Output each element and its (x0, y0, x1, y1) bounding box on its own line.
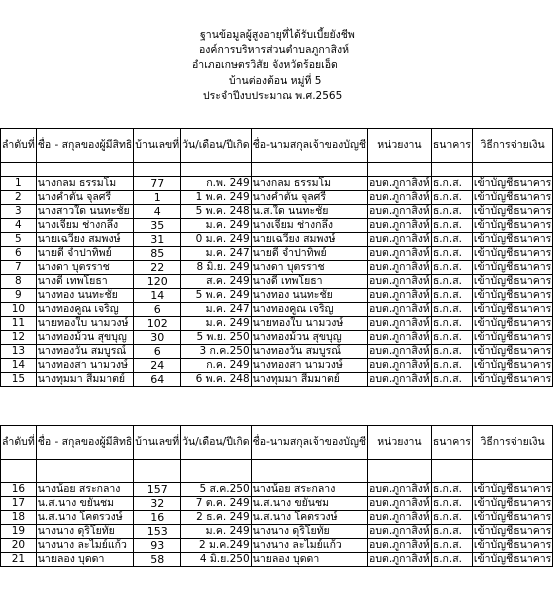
table-header-row (1, 129, 553, 163)
cell-name: นางน้อย สระกลาง (36, 483, 134, 497)
table-row (1, 373, 553, 387)
cell-account-holder: นางดี เทพโยธา (251, 275, 367, 289)
cell-method: เข้าบัญชีธนาคาร (473, 233, 552, 245)
cell-name: นางทองม้วน สุขบุญ (36, 331, 134, 345)
cell-account-holder: นางทองวัน สมบูรณ์ (251, 345, 367, 359)
cell-dob: ม.ค. 247 (181, 247, 251, 261)
cell-unit: อบต.ภูกาสิงห์ (369, 331, 430, 343)
cell-dob: 3 ก.ค.250 (181, 345, 251, 359)
col-header-unit: หน่วยงาน (368, 426, 432, 460)
cell-unit: อบต.ภูกาสิงห์ (369, 289, 430, 301)
cell-no: 4 (1, 219, 37, 233)
col-header-account-holder: ชื่อ-นามสกุลเจ้าของบัญชี (251, 129, 367, 163)
col-header-no: ลำดับที่ (1, 129, 37, 163)
cell-account-holder: นางเจียม ช่างกลึง (251, 219, 367, 233)
title-line-2: องค์การบริหารส่วนตำบลภูกาสิงห์ (199, 44, 350, 56)
cell-method: เข้าบัญชีธนาคาร (473, 331, 552, 343)
cell-house: 157 (134, 483, 181, 497)
col-header-bank: ธนาคาร (431, 129, 472, 163)
table-row (1, 553, 553, 567)
cell-house: 30 (134, 331, 181, 345)
cell-house: 93 (134, 539, 181, 553)
cell-name: นางทอง นนทะชัย (36, 289, 134, 303)
cell-house: 22 (134, 261, 181, 275)
cell-method: เข้าบัญชีธนาคาร (473, 497, 552, 509)
cell-unit: อบต.ภูกาสิงห์ (369, 177, 430, 189)
cell-dob: 5 ส.ค.250 (181, 483, 251, 497)
cell-bank: ธ.ก.ส. (431, 205, 472, 219)
cell-house: 153 (134, 525, 181, 539)
cell-bank: ธ.ก.ส. (431, 345, 472, 359)
cell-name: นางดี เทพโยธา (36, 275, 134, 289)
cell-dob: 7 ต.ค. 249 (181, 497, 251, 511)
cell-unit: อบต.ภูกาสิงห์ (369, 205, 430, 217)
cell-bank: ธ.ก.ส. (431, 233, 472, 247)
table-row (1, 275, 553, 289)
cell-name: น.ส.นาง โคตรวงษ์ (36, 511, 134, 525)
cell-method: เข้าบัญชีธนาคาร (473, 553, 552, 565)
col-header-unit: หน่วยงาน (368, 129, 432, 163)
cell-no: 16 (1, 483, 37, 497)
cell-name: นางสาวใด นนทะชัย (36, 205, 134, 219)
table-row (1, 331, 553, 345)
col-header-dob: วัน/เดือน/ปีเกิด (181, 426, 251, 460)
cell-method: เข้าบัญชีธนาคาร (473, 373, 552, 385)
col-header-dob: วัน/เดือน/ปีเกิด (181, 129, 251, 163)
col-header-method: วิธีการจ่ายเงิน (472, 426, 552, 460)
cell-dob: ส.ค. 249 (181, 275, 251, 289)
cell-no: 18 (1, 511, 37, 525)
cell-account-holder: นายลอง บุดดา (251, 553, 367, 567)
cell-dob: 1 พ.ค. 249 (181, 191, 251, 205)
cell-house: 1 (134, 191, 181, 205)
cell-account-holder: น.ส.นาง โคตรวงษ์ (251, 511, 367, 525)
cell-name: น.ส.นาง ขยันชม (36, 497, 134, 511)
cell-house: 6 (134, 303, 181, 317)
cell-name: นางดา บุตรราช (36, 261, 134, 275)
cell-house: 120 (134, 275, 181, 289)
cell-account-holder: นางทองสา นามวงษ์ (251, 359, 367, 373)
col-header-no: ลำดับที่ (1, 426, 37, 460)
cell-unit: อบต.ภูกาสิงห์ (369, 525, 430, 537)
cell-name: นางกลม ธรรมโม (36, 177, 134, 191)
table-row (1, 497, 553, 511)
cell-unit: อบต.ภูกาสิงห์ (369, 317, 430, 329)
beneficiary-table-part-1 (0, 128, 553, 387)
cell-dob: ม.ค. 249 (181, 317, 251, 331)
table-row (1, 261, 553, 275)
cell-dob: 5 พ.ค. 248 (181, 205, 251, 219)
cell-unit: อบต.ภูกาสิงห์ (369, 303, 430, 315)
cell-dob: 2 ม.ค.249 (181, 539, 251, 553)
cell-account-holder: นางทองคูณ เจริญ (251, 303, 367, 317)
table-row (1, 191, 553, 205)
cell-name: นายลอง บุดดา (36, 553, 134, 567)
cell-name: นางคำตัน จุลศรี (36, 191, 134, 205)
cell-account-holder: นางทองม้วน สุขบุญ (251, 331, 367, 345)
cell-unit: อบต.ภูกาสิงห์ (369, 483, 430, 495)
cell-dob: ม.ค. 247 (181, 303, 251, 317)
cell-unit: อบต.ภูกาสิงห์ (369, 497, 430, 509)
cell-method: เข้าบัญชีธนาคาร (473, 539, 552, 551)
cell-no: 10 (1, 303, 37, 317)
col-header-house: บ้านเลขที่ (134, 129, 181, 163)
cell-unit: อบต.ภูกาสิงห์ (369, 373, 430, 385)
cell-unit: อบต.ภูกาสิงห์ (369, 553, 430, 565)
cell-dob: 2 ธ.ค. 249 (181, 511, 251, 525)
cell-unit: อบต.ภูกาสิงห์ (369, 261, 430, 273)
cell-unit: อบต.ภูกาสิงห์ (369, 233, 430, 245)
cell-no: 20 (1, 539, 37, 553)
cell-bank: ธ.ก.ส. (431, 359, 472, 373)
cell-no: 6 (1, 247, 37, 261)
cell-bank: ธ.ก.ส. (431, 497, 472, 511)
table-row (1, 177, 553, 191)
cell-no: 14 (1, 359, 37, 373)
cell-no: 9 (1, 289, 37, 303)
cell-account-holder: นางนาง ดุริโยทัย (251, 525, 367, 539)
cell-bank: ธ.ก.ส. (431, 483, 472, 497)
cell-bank: ธ.ก.ส. (431, 373, 472, 387)
cell-name: นางทองวัน สมบูรณ์ (36, 345, 134, 359)
col-header-account-holder: ชื่อ-นามสกุลเจ้าของบัญชี (251, 426, 367, 460)
cell-method: เข้าบัญชีธนาคาร (473, 303, 552, 315)
cell-method: เข้าบัญชีธนาคาร (473, 359, 552, 371)
cell-bank: ธ.ก.ส. (431, 525, 472, 539)
table-row (1, 359, 553, 373)
cell-house: 77 (134, 177, 181, 191)
cell-dob: 8 มิ.ย. 249 (181, 261, 251, 275)
table-row (1, 525, 553, 539)
cell-method: เข้าบัญชีธนาคาร (473, 317, 552, 329)
table-row (1, 289, 553, 303)
cell-name: นายทองใบ นามวงษ์ (36, 317, 134, 331)
col-header-method: วิธีการจ่ายเงิน (472, 129, 552, 163)
cell-no: 19 (1, 525, 37, 539)
cell-bank: ธ.ก.ส. (431, 317, 472, 331)
cell-method: เข้าบัญชีธนาคาร (473, 247, 552, 259)
cell-method: เข้าบัญชีธนาคาร (473, 205, 552, 217)
title-line-1: ฐานข้อมูลผู้สูงอายุที่ได้รับเบี้ยยังชีพ (200, 29, 355, 41)
cell-unit: อบต.ภูกาสิงห์ (369, 275, 430, 287)
cell-unit: อบต.ภูกาสิงห์ (369, 511, 430, 523)
cell-account-holder: นางทอง นนทะชัย (251, 289, 367, 303)
cell-house: 64 (134, 373, 181, 387)
table-row (1, 345, 553, 359)
cell-name: นางทองสา นามวงษ์ (36, 359, 134, 373)
cell-bank: ธ.ก.ส. (431, 289, 472, 303)
cell-no: 13 (1, 345, 37, 359)
title-line-3: อำเภอเกษตรวิสัย จังหวัดร้อยเอ็ด (192, 59, 338, 71)
cell-dob: ก.ค. 249 (181, 359, 251, 373)
cell-dob: ก.พ. 249 (181, 177, 251, 191)
col-header-name: ชื่อ - สกุลของผู้มีสิทธิ (36, 426, 134, 460)
cell-unit: อบต.ภูกาสิงห์ (369, 345, 430, 357)
cell-method: เข้าบัญชีธนาคาร (473, 275, 552, 287)
table-row (1, 247, 553, 261)
title-line-4: บ้านต่องต้อน หมู่ที่ 5 (229, 75, 322, 87)
cell-bank: ธ.ก.ส. (431, 275, 472, 289)
cell-name: นางทุมมา สีมมาตย์ (36, 373, 134, 387)
cell-method: เข้าบัญชีธนาคาร (473, 261, 552, 273)
cell-no: 11 (1, 317, 37, 331)
cell-account-holder: นางนาง ละไมย์แก้ว (251, 539, 367, 553)
table-header-row-repeat (1, 426, 553, 460)
cell-method: เข้าบัญชีธนาคาร (473, 219, 552, 231)
col-header-name: ชื่อ - สกุลของผู้มีสิทธิ (36, 129, 134, 163)
col-header-house: บ้านเลขที่ (134, 426, 181, 460)
cell-account-holder: นางกลม ธรรมโม (251, 177, 367, 191)
cell-house: 35 (134, 219, 181, 233)
cell-account-holder: นางคำตัน จุลศรี (251, 191, 367, 205)
table-row (1, 219, 553, 233)
cell-dob: 6 พ.ค. 248 (181, 373, 251, 387)
cell-bank: ธ.ก.ส. (431, 191, 472, 205)
cell-method: เข้าบัญชีธนาคาร (473, 511, 552, 523)
cell-no: 17 (1, 497, 37, 511)
cell-method: เข้าบัญชีธนาคาร (473, 525, 552, 537)
cell-name: นางนาง ดุริโยทัย (36, 525, 134, 539)
col-header-bank: ธนาคาร (431, 426, 472, 460)
cell-house: 6 (134, 345, 181, 359)
cell-no: 5 (1, 233, 37, 247)
cell-dob: 4 มิ.ย.250 (181, 553, 251, 567)
table-row (1, 205, 553, 219)
cell-house: 14 (134, 289, 181, 303)
cell-bank: ธ.ก.ส. (431, 331, 472, 345)
table-row (1, 303, 553, 317)
cell-bank: ธ.ก.ส. (431, 177, 472, 191)
cell-account-holder: น.ส.นาง ขยันชม (251, 497, 367, 511)
cell-bank: ธ.ก.ส. (431, 539, 472, 553)
table-row (1, 233, 553, 247)
cell-dob: ม.ค. 249 (181, 525, 251, 539)
cell-name: นางเจียม ช่างกลึง (36, 219, 134, 233)
cell-house: 58 (134, 553, 181, 567)
cell-no: 8 (1, 275, 37, 289)
cell-house: 24 (134, 359, 181, 373)
cell-bank: ธ.ก.ส. (431, 219, 472, 233)
title-line-5: ประจำปีงบประมาณ พ.ศ.2565 (203, 90, 343, 102)
cell-account-holder: นายเฉวียง สมพงษ์ (251, 233, 367, 247)
cell-bank: ธ.ก.ส. (431, 303, 472, 317)
cell-no: 3 (1, 205, 37, 219)
cell-unit: อบต.ภูกาสิงห์ (369, 191, 430, 203)
cell-dob: 5 พ.ย. 250 (181, 331, 251, 345)
cell-house: 85 (134, 247, 181, 261)
cell-house: 32 (134, 497, 181, 511)
cell-unit: อบต.ภูกาสิงห์ (369, 539, 430, 551)
cell-method: เข้าบัญชีธนาคาร (473, 345, 552, 357)
table-row (1, 539, 553, 553)
cell-house: 4 (134, 205, 181, 219)
cell-bank: ธ.ก.ส. (431, 553, 472, 567)
cell-dob: ม.ค. 249 (181, 219, 251, 233)
spacer-row (1, 460, 553, 483)
cell-house: 31 (134, 233, 181, 247)
cell-method: เข้าบัญชีธนาคาร (473, 177, 552, 189)
beneficiary-table-part-2 (0, 425, 553, 567)
cell-bank: ธ.ก.ส. (431, 247, 472, 261)
spacer-row (1, 163, 553, 177)
cell-unit: อบต.ภูกาสิงห์ (369, 359, 430, 371)
cell-bank: ธ.ก.ส. (431, 261, 472, 275)
cell-no: 7 (1, 261, 37, 275)
cell-account-holder: นางทุมมา สีมมาตย์ (251, 373, 367, 387)
cell-method: เข้าบัญชีธนาคาร (473, 191, 552, 203)
cell-account-holder: นางน้อย สระกลาง (251, 483, 367, 497)
cell-house: 16 (134, 511, 181, 525)
table-row (1, 317, 553, 331)
cell-unit: อบต.ภูกาสิงห์ (369, 219, 430, 231)
table-row (1, 483, 553, 497)
cell-dob: 5 พ.ค. 249 (181, 289, 251, 303)
cell-method: เข้าบัญชีธนาคาร (473, 483, 552, 495)
cell-name: นายดี จำปาทิพย์ (36, 247, 134, 261)
cell-account-holder: นายทองใบ นามวงษ์ (251, 317, 367, 331)
cell-unit: อบต.ภูกาสิงห์ (369, 247, 430, 259)
cell-bank: ธ.ก.ส. (431, 511, 472, 525)
cell-name: นายเฉวียง สมพงษ์ (36, 233, 134, 247)
cell-no: 12 (1, 331, 37, 345)
cell-account-holder: น.ส.ใด นนทะชัย (251, 205, 367, 219)
cell-account-holder: นางดา บุตรราช (251, 261, 367, 275)
cell-dob: 0 ม.ค. 249 (181, 233, 251, 247)
cell-account-holder: นายดี จำปาทิพย์ (251, 247, 367, 261)
cell-no: 21 (1, 553, 37, 567)
table-row (1, 511, 553, 525)
cell-name: นางนาง ละไมย์แก้ว (36, 539, 134, 553)
cell-no: 1 (1, 177, 37, 191)
cell-house: 102 (134, 317, 181, 331)
cell-no: 15 (1, 373, 37, 387)
cell-method: เข้าบัญชีธนาคาร (473, 289, 552, 301)
cell-no: 2 (1, 191, 37, 205)
cell-name: นางทองคูณ เจริญ (36, 303, 134, 317)
